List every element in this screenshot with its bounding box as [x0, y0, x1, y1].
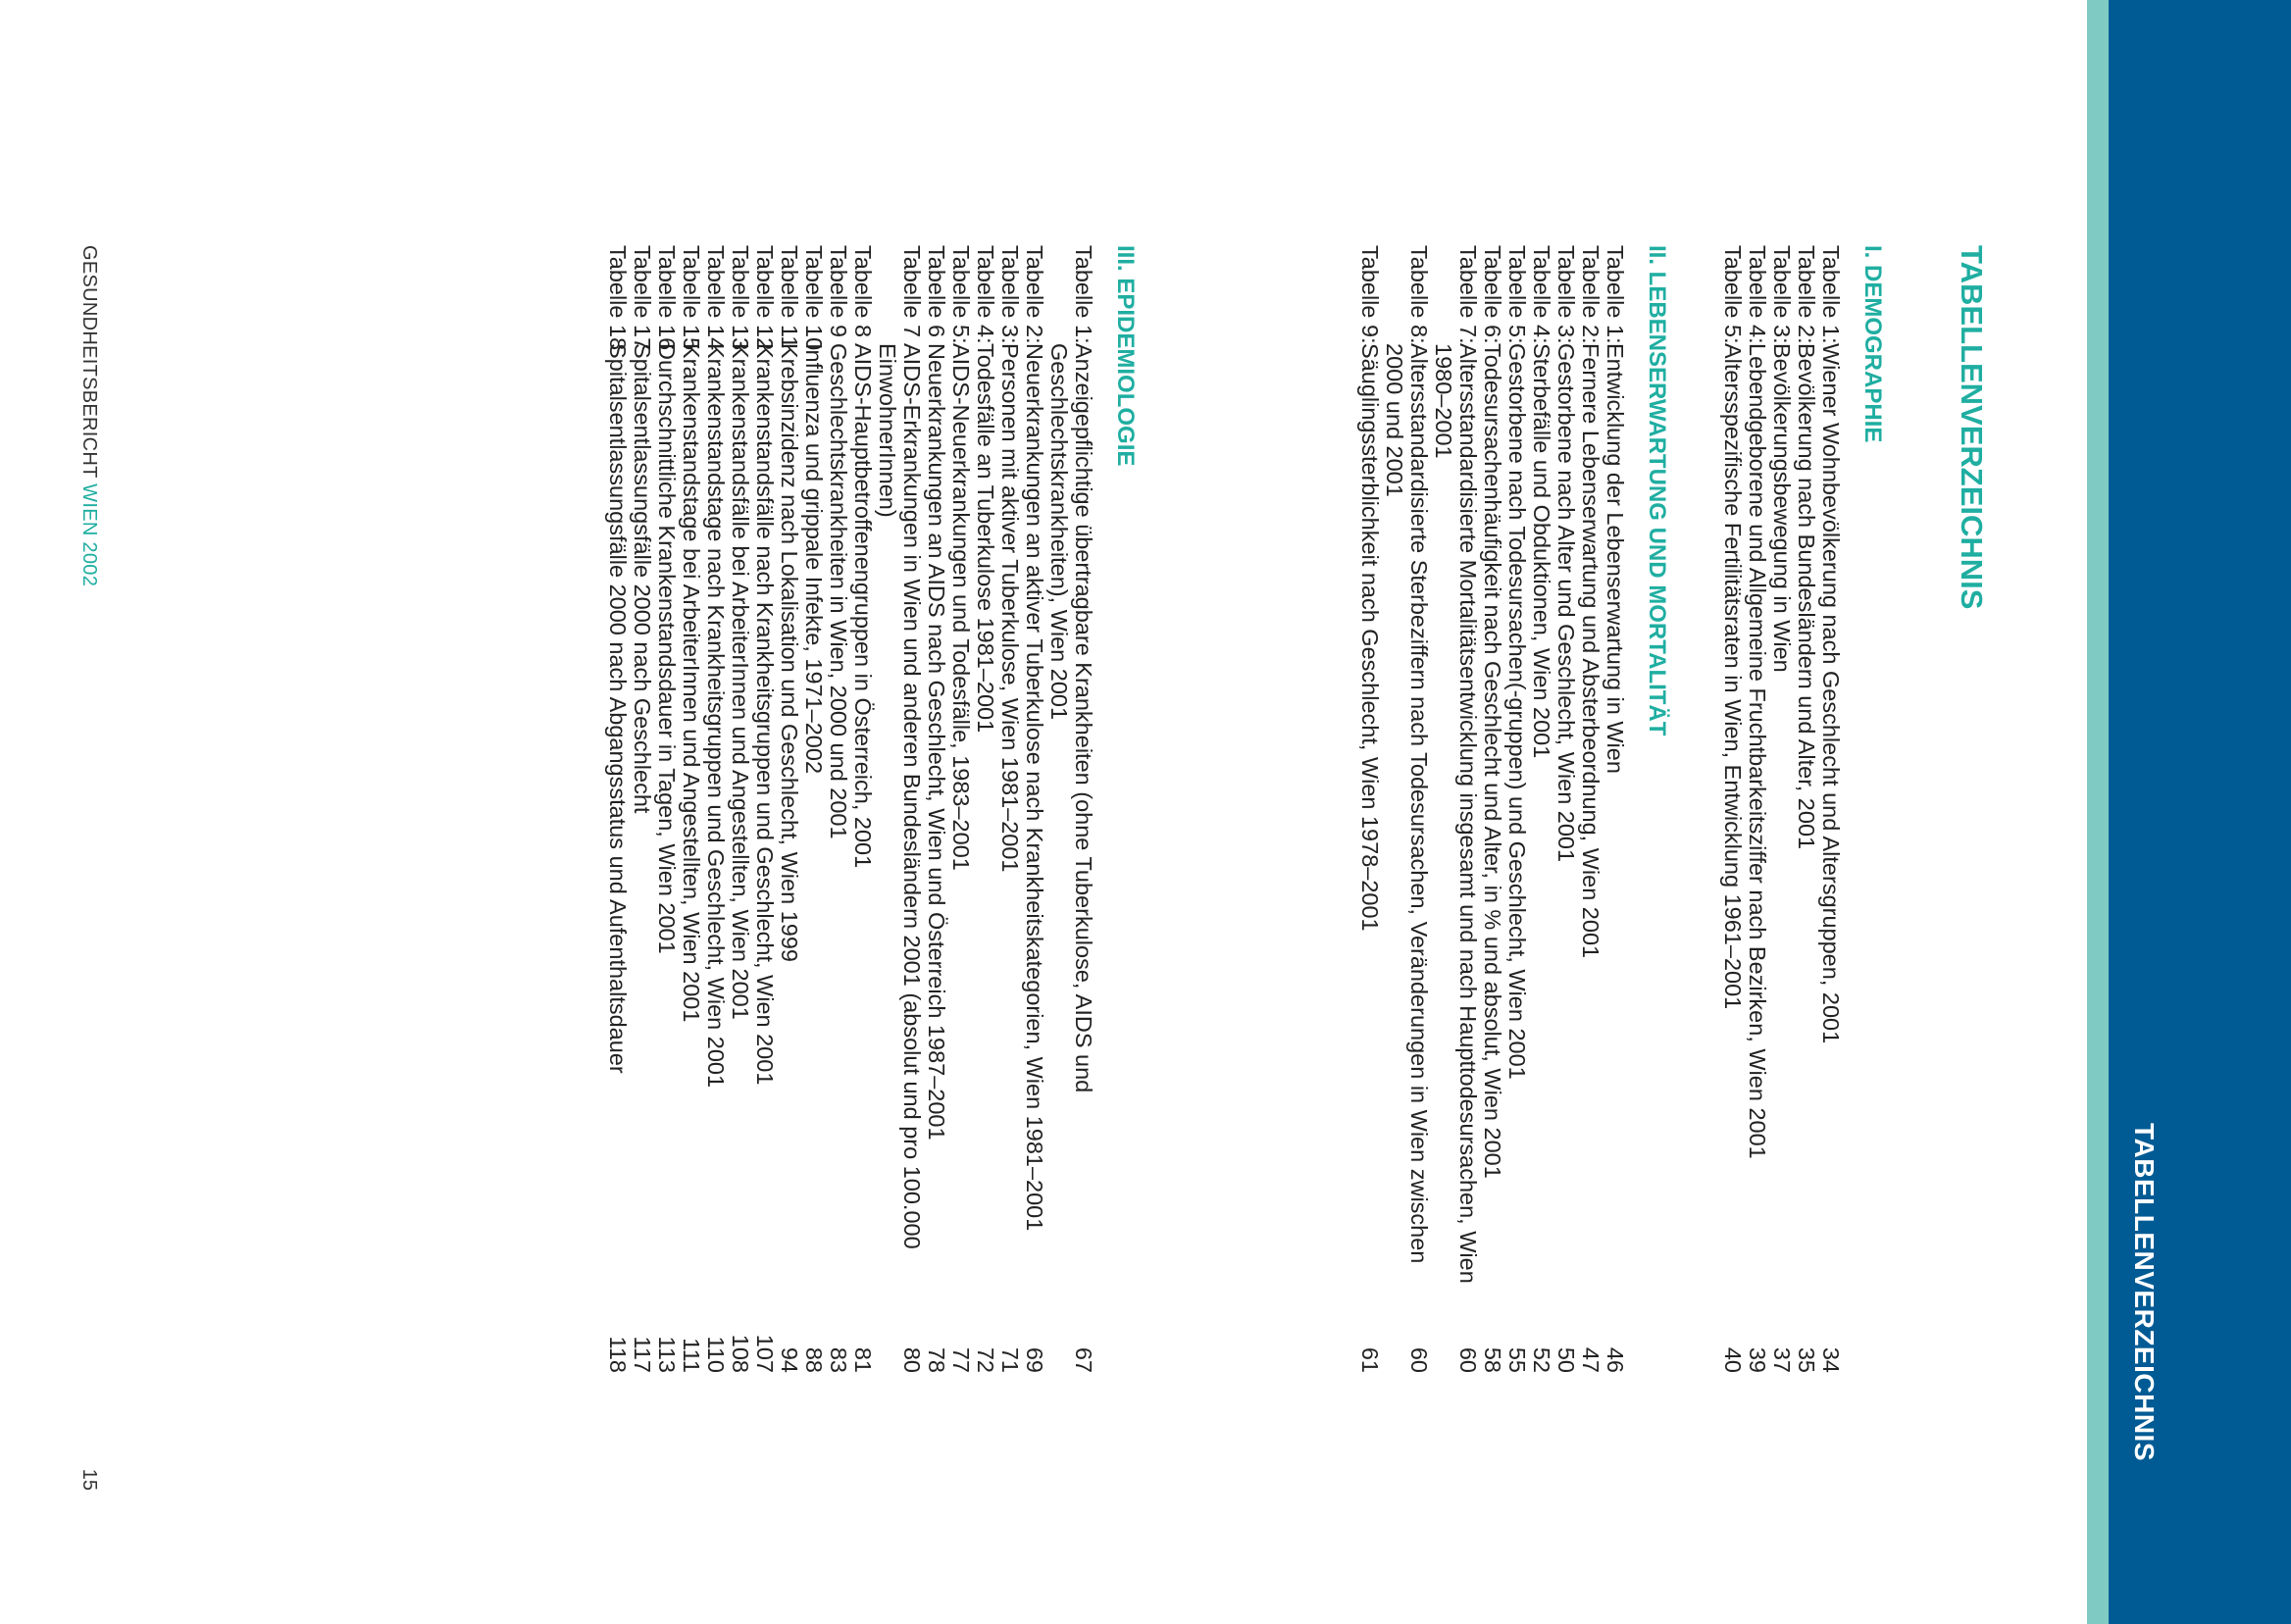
entry-title: Bevölkerungsbewegung in Wien: [1769, 343, 1795, 673]
entry-label: Tabelle 5:: [1720, 245, 1746, 344]
entry-page: 50: [1553, 1346, 1579, 1373]
table-entry: [1745, 245, 1769, 1373]
entry-page: 94: [777, 1346, 802, 1373]
table-entry: [801, 245, 826, 1373]
entry-title: AIDS-Erkrankungen in Wien und anderen Bundesländern 2001 (absolut und pro 100.000 EinwohnerInnen): [875, 343, 925, 1249]
table-entry: [752, 245, 777, 1373]
page-title: TABELLENVERZEICHNIS: [1955, 245, 1989, 610]
entry-page: 83: [826, 1346, 851, 1373]
entry-page: 35: [1794, 1346, 1819, 1373]
table-entry: [1769, 245, 1794, 1373]
entry-title: Krankenstandstage nach Krankheitsgruppen und Geschlecht, Wien 2001: [703, 343, 729, 1089]
entry-title: Geschlechtskrankheiten in Wien, 2000 und 2001: [826, 343, 851, 839]
entry-label: Tabelle 18: [605, 245, 631, 351]
entry-label: Tabelle 8:: [1406, 245, 1432, 344]
entry-title: Sterbefälle und Obduktionen, Wien 2001: [1529, 343, 1554, 759]
table-entry: [1818, 245, 1843, 1373]
entry-page: 40: [1720, 1346, 1746, 1373]
entry-title: Durchschnittliche Krankenstandsdauer in Tagen, Wien 2001: [654, 343, 680, 954]
side-title: TABELLENVERZEICHNIS: [2129, 1123, 2160, 1461]
table-entry: [1794, 245, 1818, 1373]
entry-page: 58: [1480, 1346, 1505, 1373]
entry-title: Neuerkrankungen an aktiver Tuberkulose nach Krankheitskategorien, Wien 1981–2001: [1022, 343, 1047, 1232]
entry-title: Personen mit aktiver Tuberkulose, Wien 1981–2001: [997, 343, 1023, 873]
table-entry: [850, 245, 875, 1373]
table-entry: [1431, 245, 1480, 1373]
entry-label: Tabelle 13: [728, 245, 753, 351]
section-list: [1720, 245, 1843, 1373]
table-entry: [1720, 245, 1745, 1373]
entry-label: Tabelle 9: [826, 245, 851, 338]
entry-page: 81: [850, 1346, 876, 1373]
entry-label: Tabelle 14: [703, 245, 729, 351]
footer-accent: WIEN 2002: [78, 483, 100, 587]
entry-label: Tabelle 17: [630, 245, 655, 351]
entry-title: Lebendgeborene und Allgemeine Fruchtbarkeitsziffer nach Bezirken, Wien 2001: [1745, 343, 1770, 1159]
entry-page: 37: [1769, 1346, 1795, 1373]
entry-page: 88: [801, 1346, 827, 1373]
entry-label: Tabelle 3:: [997, 245, 1023, 344]
entry-title: Säuglingssterblichkeit nach Geschlecht, Wien 1978–2001: [1357, 343, 1383, 932]
entry-label: Tabelle 4:: [1745, 245, 1770, 344]
table-entry: [679, 245, 703, 1373]
entry-title: Altersstandardisierte Sterbeziffern nach Todesursachen, Veränderungen in Wien zwischen 2000 und 2001: [1382, 343, 1432, 1264]
entry-page: 110: [703, 1336, 729, 1373]
entry-label: Tabelle 4:: [1529, 245, 1554, 344]
entry-label: Tabelle 1:: [1818, 245, 1844, 344]
table-entry: [1357, 245, 1382, 1373]
footer-label: GESUNDHEITSBERICHT: [78, 245, 100, 479]
entry-label: Tabelle 2:: [1022, 245, 1047, 344]
table-entry: [1046, 245, 1095, 1373]
entry-page: 111: [679, 1338, 704, 1373]
entry-title: AIDS-Hauptbetroffenengruppen in Österreich, 2001: [850, 343, 876, 869]
entry-label: Tabelle 6: [924, 245, 949, 338]
entry-page: 46: [1603, 1346, 1628, 1373]
section-demographie: [1720, 245, 1888, 1373]
entry-title: Gestorbene nach Todesursachen(-gruppen) und Geschlecht, Wien 2001: [1504, 343, 1530, 1080]
entry-label: Tabelle 10: [801, 245, 827, 351]
table-entry: [826, 245, 850, 1373]
entry-page: 39: [1745, 1346, 1770, 1373]
entry-page: 117: [630, 1336, 655, 1373]
entry-label: Tabelle 12: [752, 245, 778, 351]
entry-label: Tabelle 1:: [1603, 245, 1628, 344]
footer-publication: [77, 245, 100, 586]
entry-label: Tabelle 5:: [948, 245, 974, 344]
table-entry: [1603, 245, 1627, 1373]
entry-title: Influenza und grippale Infekte, 1971–2002: [801, 343, 827, 775]
entry-page: 34: [1818, 1346, 1844, 1373]
page-number: 15: [78, 1468, 100, 1491]
section-lebenserwartung: [1357, 245, 1672, 1373]
entry-title: Spitalsentlassungsfälle 2000 nach Abgangsstatus und Aufenthaltsdauer: [605, 343, 631, 1074]
table-entry: [1382, 245, 1431, 1373]
entry-page: 47: [1578, 1346, 1604, 1373]
table-entry: [1504, 245, 1529, 1373]
table-entry: [605, 245, 630, 1373]
entry-label: Tabelle 7: [899, 245, 925, 338]
entry-title: Krankenstandstage bei ArbeiterInnen und Angestellten, Wien 2001: [679, 343, 704, 1023]
entry-page: 107: [752, 1334, 778, 1373]
entry-label: Tabelle 2:: [1794, 245, 1819, 344]
entry-title: Fernere Lebenserwartung und Absterbeordnung, Wien 2001: [1578, 343, 1604, 959]
entry-title: Altersspezifische Fertilitätsraten in Wien, Entwicklung 1961–2001: [1720, 343, 1746, 1010]
table-entry: [1480, 245, 1504, 1373]
section-list: [1357, 245, 1627, 1373]
entry-title: Anzeigepflichtige übertragbare Krankheiten (ohne Tuberkulose, AIDS und Geschlechtskrankheiten), Wien 2001: [1046, 343, 1096, 1093]
table-entry: [1022, 245, 1046, 1373]
entry-page: 69: [1022, 1346, 1047, 1373]
entry-page: 55: [1504, 1346, 1530, 1373]
entry-label: Tabelle 9:: [1357, 245, 1383, 344]
entry-page: 113: [654, 1336, 680, 1373]
entry-title: Spitalsentlassungsfälle 2000 nach Geschlecht: [630, 343, 655, 814]
table-entry: [1578, 245, 1603, 1373]
entry-label: Tabelle 3:: [1769, 245, 1795, 344]
entry-label: Tabelle 5:: [1504, 245, 1530, 344]
entry-page: 77: [948, 1346, 974, 1373]
entry-label: Tabelle 6:: [1480, 245, 1505, 344]
entry-label: Tabelle 2:: [1578, 245, 1604, 344]
table-entry: [1529, 245, 1553, 1373]
entry-title: Altersstandardisierte Mortalitätsentwicklung insgesamt und nach Haupttodesursachen, Wien 1980–2001: [1431, 343, 1481, 1284]
table-entry: [924, 245, 948, 1373]
entry-page: 118: [605, 1336, 631, 1373]
table-entry: [703, 245, 728, 1373]
entry-title: Bevölkerung nach Bundesländern und Alter, 2001: [1794, 343, 1819, 850]
entry-page: 52: [1529, 1346, 1554, 1373]
section-heading: III. EPIDEMIOLOGIE: [1112, 245, 1139, 467]
entry-title: Krebsinzidenz nach Lokalisation und Geschlecht, Wien 1999: [777, 343, 802, 962]
entry-page: 108: [728, 1334, 753, 1373]
section-heading: I. DEMOGRAPHIE: [1859, 245, 1886, 443]
entry-page: 78: [924, 1346, 949, 1373]
entry-label: Tabelle 7:: [1455, 245, 1481, 344]
section-list: [605, 245, 1095, 1373]
table-entry: [875, 245, 924, 1373]
table-entry: [997, 245, 1022, 1373]
entry-title: AIDS-Neuerkrankungen und Todesfälle, 1983–2001: [948, 343, 974, 871]
entry-page: 67: [1071, 1346, 1096, 1373]
entry-label: Tabelle 8: [850, 245, 876, 338]
entry-label: Tabelle 16: [654, 245, 680, 351]
table-entry: [948, 245, 973, 1373]
entry-title: Todesfälle an Tuberkulose 1981–2001: [973, 343, 998, 734]
table-entry: [1553, 245, 1578, 1373]
entry-page: 60: [1406, 1346, 1432, 1373]
entry-title: Krankenstandsfälle nach Krankheitsgruppen und Geschlecht, Wien 2001: [752, 343, 778, 1086]
table-entry: [777, 245, 801, 1373]
entry-title: Wiener Wohnbevölkerung nach Geschlecht und Altersgruppen, 2001: [1818, 343, 1844, 1044]
entry-page: 80: [899, 1346, 925, 1373]
table-entry: [728, 245, 752, 1373]
entry-label: Tabelle 15: [679, 245, 704, 351]
table-entry: [654, 245, 679, 1373]
table-entry: [973, 245, 997, 1373]
section-heading: II. LEBENSERWARTUNG UND MORTALITÄT: [1644, 245, 1670, 736]
entry-title: Krankenstandsfälle bei ArbeiterInnen und Angestellten, Wien 2001: [728, 343, 753, 1020]
table-entry: [630, 245, 654, 1373]
entry-title: Neuerkrankungen an AIDS nach Geschlecht, Wien und Österreich 1987–2001: [924, 343, 949, 1141]
entry-title: Gestorbene nach Alter und Geschlecht, Wien 2001: [1553, 343, 1579, 863]
entry-page: 71: [997, 1346, 1023, 1373]
entry-title: Todesursachenhäufigkeit nach Geschlecht und Alter, in % und absolut, Wien 2001: [1480, 343, 1505, 1179]
entry-label: Tabelle 4:: [973, 245, 998, 344]
entry-title: Entwicklung der Lebenserwartung in Wien: [1603, 343, 1628, 774]
entry-label: Tabelle 1:: [1071, 245, 1096, 344]
entry-page: 61: [1357, 1346, 1383, 1373]
entry-page: 60: [1455, 1346, 1481, 1373]
entry-label: Tabelle 3:: [1553, 245, 1579, 344]
entry-page: 72: [973, 1346, 998, 1373]
entry-label: Tabelle 11: [777, 245, 802, 349]
section-epidemiologie: [605, 245, 1141, 1373]
